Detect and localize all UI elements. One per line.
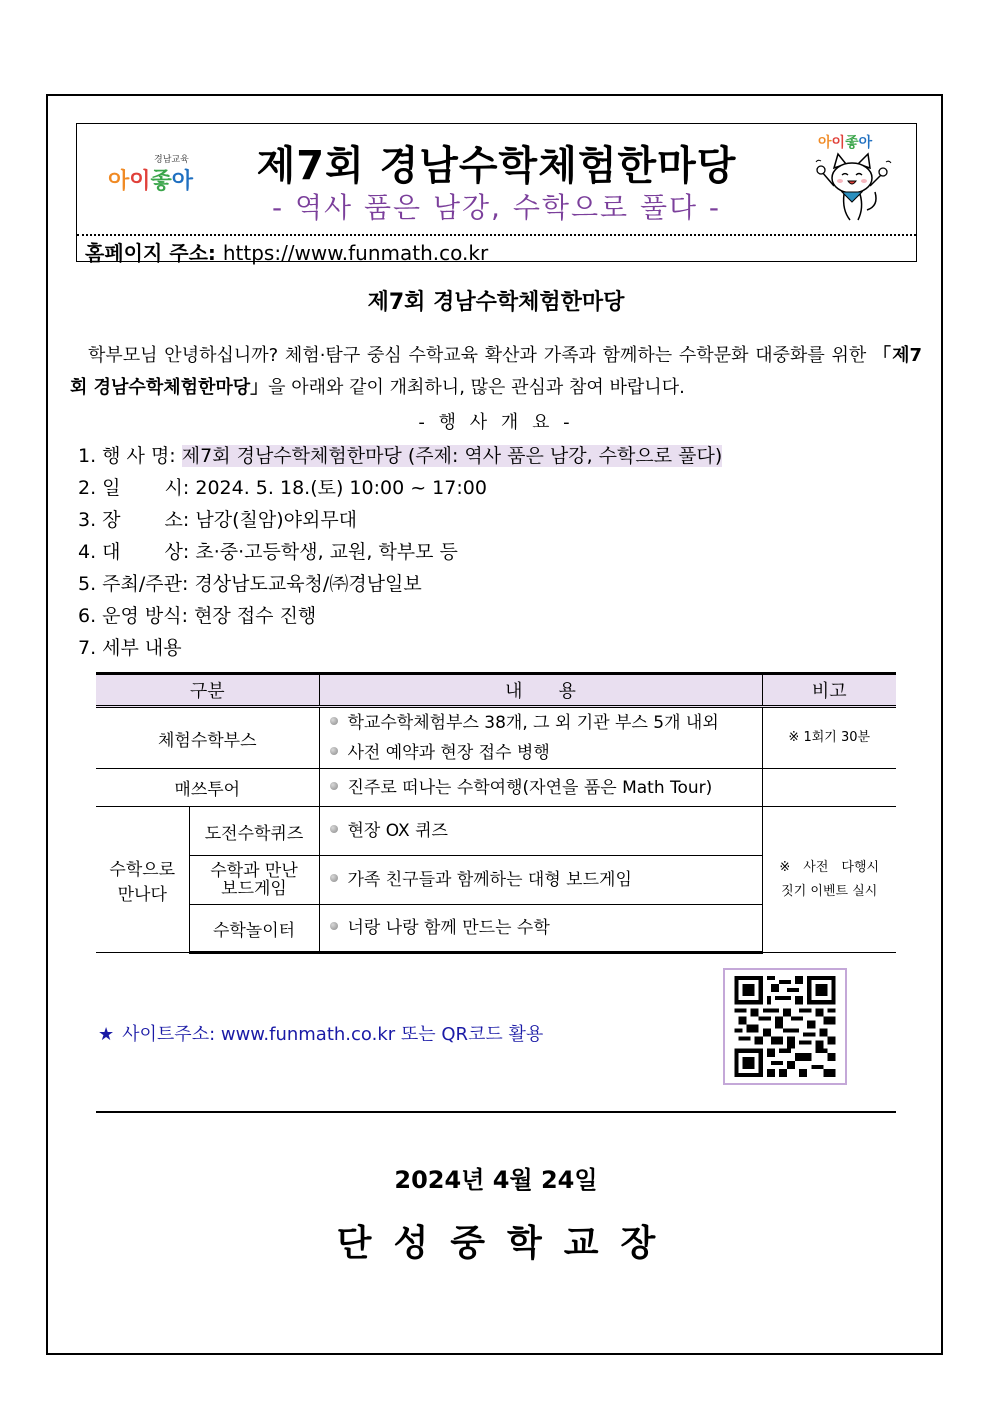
- bullet-icon: [330, 717, 338, 725]
- list-item-event-name: 1. 행 사 명: 제7회 경남수학체험한마당 (주제: 역사 품은 남강, 수학으로 풀다): [78, 445, 723, 467]
- row-category: 체험수학부스: [96, 707, 319, 769]
- bullet-icon: [330, 874, 338, 882]
- row-group-category: 수학으로 만나다: [96, 807, 189, 953]
- star-icon: ★: [98, 1024, 115, 1045]
- list-item-details: 7. 세부 내용: [78, 637, 182, 659]
- site-address-line: ★ 사이트주소: www.funmath.co.kr 또는 QR코드 활용: [98, 1024, 544, 1045]
- qr-code-icon: [733, 976, 837, 1077]
- header-content: 내 용: [319, 674, 762, 707]
- row-content: 학교수학체험부스 38개, 그 외 기관 부스 5개 내외 사전 예약과 현장 접수 병행: [319, 707, 762, 769]
- list-item-operation: 6. 운영 방식: 현장 접수 진행: [78, 605, 317, 627]
- bullet-icon: [330, 747, 338, 755]
- logo-wordmark: 아이좋아: [818, 135, 873, 151]
- row-subcategory: 수학놀이터: [189, 905, 319, 953]
- aijoa-logo-right: [812, 132, 892, 230]
- footer-divider: [96, 1111, 896, 1113]
- bullet-icon: [330, 922, 338, 930]
- row-content: 현장 OX 퀴즈: [319, 807, 762, 856]
- row-note: [762, 769, 896, 807]
- issue-date: 2024년 4월 24일: [394, 1166, 598, 1194]
- row-content: 가족 친구들과 함께하는 대형 보드게임: [319, 856, 762, 905]
- highlighted-value: 제7회 경남수학체험한마당 (주제: 역사 품은 남강, 수학으로 풀다): [181, 445, 723, 467]
- details-table: [96, 672, 896, 954]
- header-category: 구분: [96, 674, 319, 707]
- signer-name: 단성중학교장: [336, 1223, 678, 1264]
- banner-title: 제7회 경남수학체험한마당: [256, 143, 737, 189]
- row-content: 너랑 나랑 함께 만드는 수학: [319, 905, 762, 953]
- table-row: [96, 769, 896, 807]
- logo-caption: 경남교육: [154, 155, 189, 165]
- event-name-quote: 「제7회 경남수학체험한마당」: [70, 345, 922, 398]
- row-category: 매쓰투어: [96, 769, 319, 807]
- bullet-icon: [330, 782, 338, 790]
- row-subcategory: 도전수학퀴즈: [189, 807, 319, 856]
- overview-list: [78, 440, 722, 664]
- homepage-address: [85, 237, 488, 266]
- cat-mascot-icon: [812, 150, 892, 230]
- intro-paragraph: 학부모님 안녕하십니까? 체험·탐구 중심 수학교육 확산과 가족과 함께하는 수학문화 대중화를 위한 「제7회 경남수학체험한마당」을 아래와 같이 개최하니, 많은 관심과 참여 바랍니다.: [70, 345, 922, 398]
- row-content: 진주로 떠나는 수학여행(자연을 품은 Math Tour): [319, 769, 762, 807]
- header-box: [76, 123, 917, 265]
- list-item-datetime: 2. 일 시: 2024. 5. 18.(토) 10:00 ~ 17:00: [78, 477, 487, 499]
- row-group-note: ※ 사전 다행시 짓기 이벤트 실시: [762, 807, 896, 953]
- list-item-target: 4. 대 상: 초·중·고등학생, 교원, 학부모 등: [78, 541, 458, 563]
- header-banner: [77, 124, 916, 234]
- homepage-link[interactable]: https://www.funmath.co.kr: [222, 241, 489, 265]
- table-header-row: [96, 674, 896, 707]
- document-title: 제7회 경남수학체험한마당: [367, 290, 625, 315]
- table-row: [96, 807, 896, 856]
- logo-wordmark: 아이좋아: [108, 169, 194, 194]
- row-subcategory: 수학과 만난 보드게임: [189, 856, 319, 905]
- banner-subtitle: - 역사 품은 남강, 수학으로 풀다 -: [271, 191, 722, 224]
- header-note: 비고: [762, 674, 896, 707]
- overview-heading: - 행 사 개 요 -: [418, 412, 574, 433]
- qr-code[interactable]: [723, 968, 847, 1085]
- row-note: ※ 1회기 30분: [762, 707, 896, 769]
- table-row: [96, 707, 896, 769]
- list-item-host: 5. 주최/주관: 경상남도교육청/㈜경남일보: [78, 573, 422, 595]
- list-item-venue: 3. 장 소: 남강(칠암)야외무대: [78, 509, 358, 531]
- homepage-label: 홈페이지 주소:: [85, 241, 216, 265]
- header-dotted-divider: [77, 234, 916, 236]
- bullet-icon: [330, 825, 338, 833]
